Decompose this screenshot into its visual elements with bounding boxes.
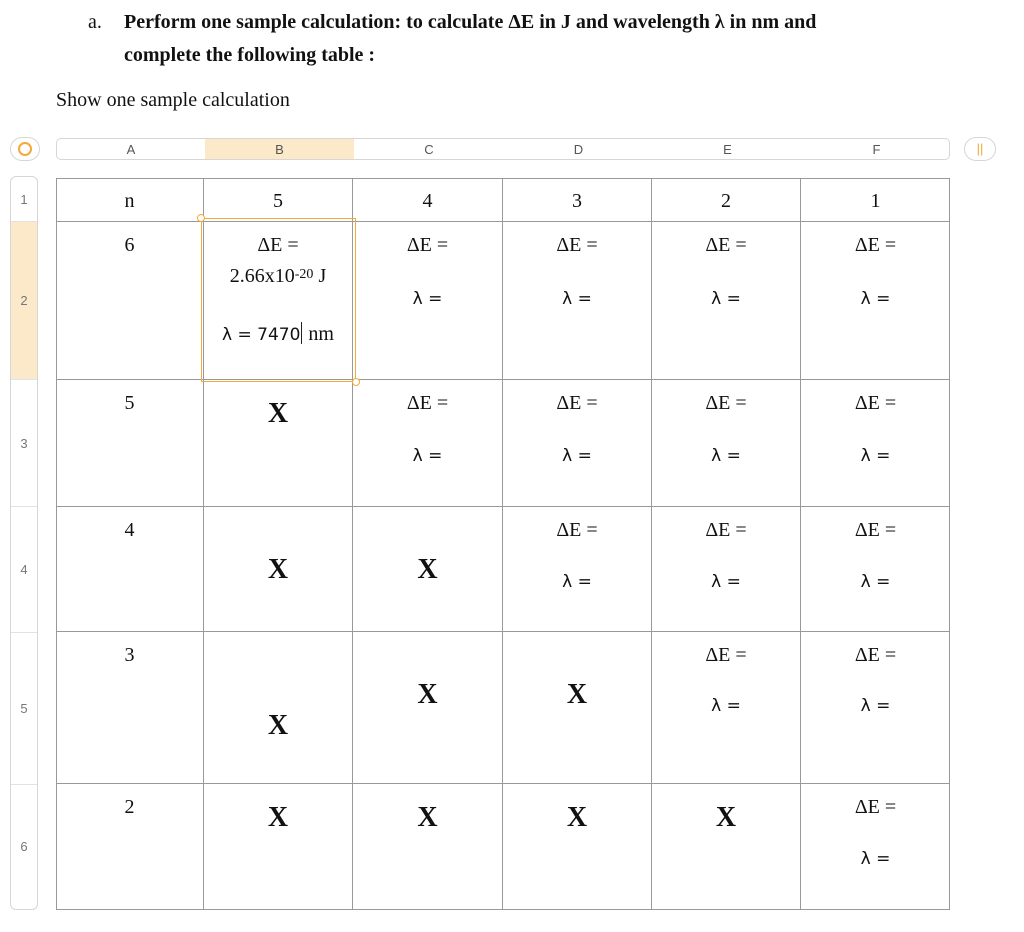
- cell-e1[interactable]: [652, 178, 801, 222]
- cell-d1[interactable]: [503, 178, 652, 222]
- cell-c1[interactable]: [353, 178, 503, 222]
- select-all-button[interactable]: [10, 137, 40, 161]
- cell-b1[interactable]: [204, 178, 353, 222]
- cell-f3[interactable]: [801, 380, 950, 507]
- cell-a6[interactable]: [56, 784, 204, 910]
- cell-e5[interactable]: [652, 632, 801, 784]
- cell-a1[interactable]: [56, 178, 204, 222]
- row-header-bar: [10, 176, 38, 910]
- cell-c3[interactable]: [353, 380, 503, 507]
- delta-e-mantissa: 2.66x10: [229, 265, 295, 287]
- delta-e-label: ΔE =: [705, 644, 747, 666]
- delta-e-label: ΔE =: [556, 392, 598, 414]
- cell-c5[interactable]: [353, 632, 503, 784]
- circle-icon: [18, 142, 32, 156]
- cell-d4[interactable]: [503, 507, 652, 632]
- selection-handle-top-left[interactable]: [197, 214, 205, 222]
- lambda-label: λ =: [562, 446, 592, 466]
- lambda-label: λ =: [412, 289, 443, 309]
- lambda-number: 7470: [257, 325, 301, 345]
- cell-c2[interactable]: [353, 222, 503, 380]
- data-table: [56, 178, 950, 910]
- cell-text: 3: [124, 644, 135, 666]
- question-text: [124, 6, 944, 72]
- delta-e-label: ΔE =: [854, 519, 897, 541]
- lambda-label: λ =: [711, 446, 741, 466]
- cell-text: 6: [124, 234, 135, 256]
- column-header-d[interactable]: D: [573, 142, 584, 157]
- cell-d5[interactable]: [503, 632, 652, 784]
- delta-e-label: ΔE =: [705, 392, 747, 414]
- cell-a5[interactable]: [56, 632, 204, 784]
- x-mark: X: [267, 802, 289, 833]
- delta-e-unit: J: [313, 265, 327, 287]
- lambda-label: λ =: [711, 696, 741, 716]
- x-mark: X: [566, 802, 588, 833]
- cell-b6[interactable]: [204, 784, 353, 910]
- row-header-1[interactable]: 1: [11, 177, 37, 222]
- cell-text: 2: [124, 796, 135, 818]
- x-mark: X: [267, 554, 289, 585]
- lambda-label: λ =: [860, 446, 891, 466]
- x-mark: X: [417, 679, 438, 710]
- question-letter: a.: [88, 11, 102, 33]
- cell-f4[interactable]: [801, 507, 950, 632]
- lambda-label: λ =: [711, 289, 741, 309]
- cell-text: 5: [273, 190, 283, 212]
- x-mark: X: [417, 802, 438, 833]
- cell-text: 3: [572, 190, 582, 212]
- freeze-button[interactable]: [964, 137, 996, 161]
- selection-handle-bottom-right[interactable]: [352, 378, 360, 386]
- x-mark: X: [715, 802, 737, 833]
- lambda-label: λ =: [860, 289, 891, 309]
- delta-e-label: ΔE =: [556, 519, 598, 541]
- cell-text: 4: [422, 190, 433, 212]
- cell-text: 4: [124, 519, 135, 541]
- column-header-bar: [56, 138, 950, 160]
- cell-f1[interactable]: [801, 178, 950, 222]
- x-mark: X: [417, 554, 438, 585]
- question-line-1: Perform one sample calculation: to calculate ΔE in J and wavelength λ in nm and: [124, 11, 817, 33]
- delta-e-label: ΔE =: [854, 796, 897, 818]
- cell-b5[interactable]: [204, 632, 353, 784]
- delta-e-label: ΔE =: [705, 234, 747, 256]
- cell-text: n: [124, 190, 135, 212]
- delta-e-label: ΔE =: [556, 234, 598, 256]
- x-mark: X: [566, 679, 588, 710]
- delta-e-label: ΔE =: [854, 234, 897, 256]
- cell-f6[interactable]: [801, 784, 950, 910]
- cell-d2[interactable]: [503, 222, 652, 380]
- row-header-3[interactable]: 3: [11, 380, 37, 507]
- lambda-unit: nm: [303, 323, 334, 345]
- cell-a3[interactable]: [56, 380, 204, 507]
- cell-c6[interactable]: [353, 784, 503, 910]
- column-header-b[interactable]: B: [205, 139, 354, 159]
- lambda-prefix: λ =: [222, 325, 258, 345]
- cell-c4[interactable]: [353, 507, 503, 632]
- pause-icon: ||: [976, 141, 984, 156]
- question-line-2: complete the following table :: [124, 44, 376, 66]
- lambda-label: λ =: [412, 446, 443, 466]
- delta-e-label: ΔE =: [257, 234, 299, 256]
- lambda-label: λ =: [562, 289, 592, 309]
- delta-e-label: ΔE =: [406, 392, 449, 414]
- cell-text: 2: [721, 190, 731, 212]
- lambda-label: λ =: [860, 849, 891, 869]
- cell-f2[interactable]: [801, 222, 950, 380]
- column-header-e[interactable]: E: [723, 142, 732, 157]
- column-header-c[interactable]: C: [424, 142, 434, 157]
- cell-e6[interactable]: [652, 784, 801, 910]
- instruction-text: Show one sample calculation: [56, 89, 290, 111]
- row-header-2[interactable]: 2: [11, 222, 37, 380]
- cell-d6[interactable]: [503, 784, 652, 910]
- delta-e-label: ΔE =: [854, 392, 897, 414]
- cell-d3[interactable]: [503, 380, 652, 507]
- delta-e-label: ΔE =: [854, 644, 897, 666]
- lambda-label: λ =: [711, 572, 741, 592]
- cell-a4[interactable]: [56, 507, 204, 632]
- cell-a2[interactable]: [56, 222, 204, 380]
- x-mark: X: [267, 710, 289, 741]
- cell-b4[interactable]: [204, 507, 353, 632]
- delta-e-exponent: -20: [294, 267, 314, 282]
- cell-e3[interactable]: [652, 380, 801, 507]
- column-header-f[interactable]: F: [872, 142, 881, 157]
- cell-e2[interactable]: [652, 222, 801, 380]
- cell-f5[interactable]: [801, 632, 950, 784]
- cell-e4[interactable]: [652, 507, 801, 632]
- cell-b2[interactable]: [204, 222, 353, 380]
- cell-text: 5: [124, 392, 135, 414]
- cell-text: 1: [870, 190, 881, 212]
- cell-b3[interactable]: [204, 380, 353, 507]
- row-header-4[interactable]: 4: [11, 507, 37, 633]
- column-header-a[interactable]: A: [126, 142, 136, 157]
- lambda-label: λ =: [860, 572, 891, 592]
- wavelength-value: [204, 322, 352, 346]
- lambda-label: λ =: [562, 572, 592, 592]
- delta-e-label: ΔE =: [705, 519, 747, 541]
- delta-e-label: ΔE =: [406, 234, 449, 256]
- row-header-6[interactable]: 6: [20, 839, 28, 854]
- lambda-label: λ =: [860, 696, 891, 716]
- row-header-5[interactable]: 5: [11, 633, 37, 785]
- delta-e-value: [204, 265, 352, 288]
- x-mark: X: [267, 398, 289, 429]
